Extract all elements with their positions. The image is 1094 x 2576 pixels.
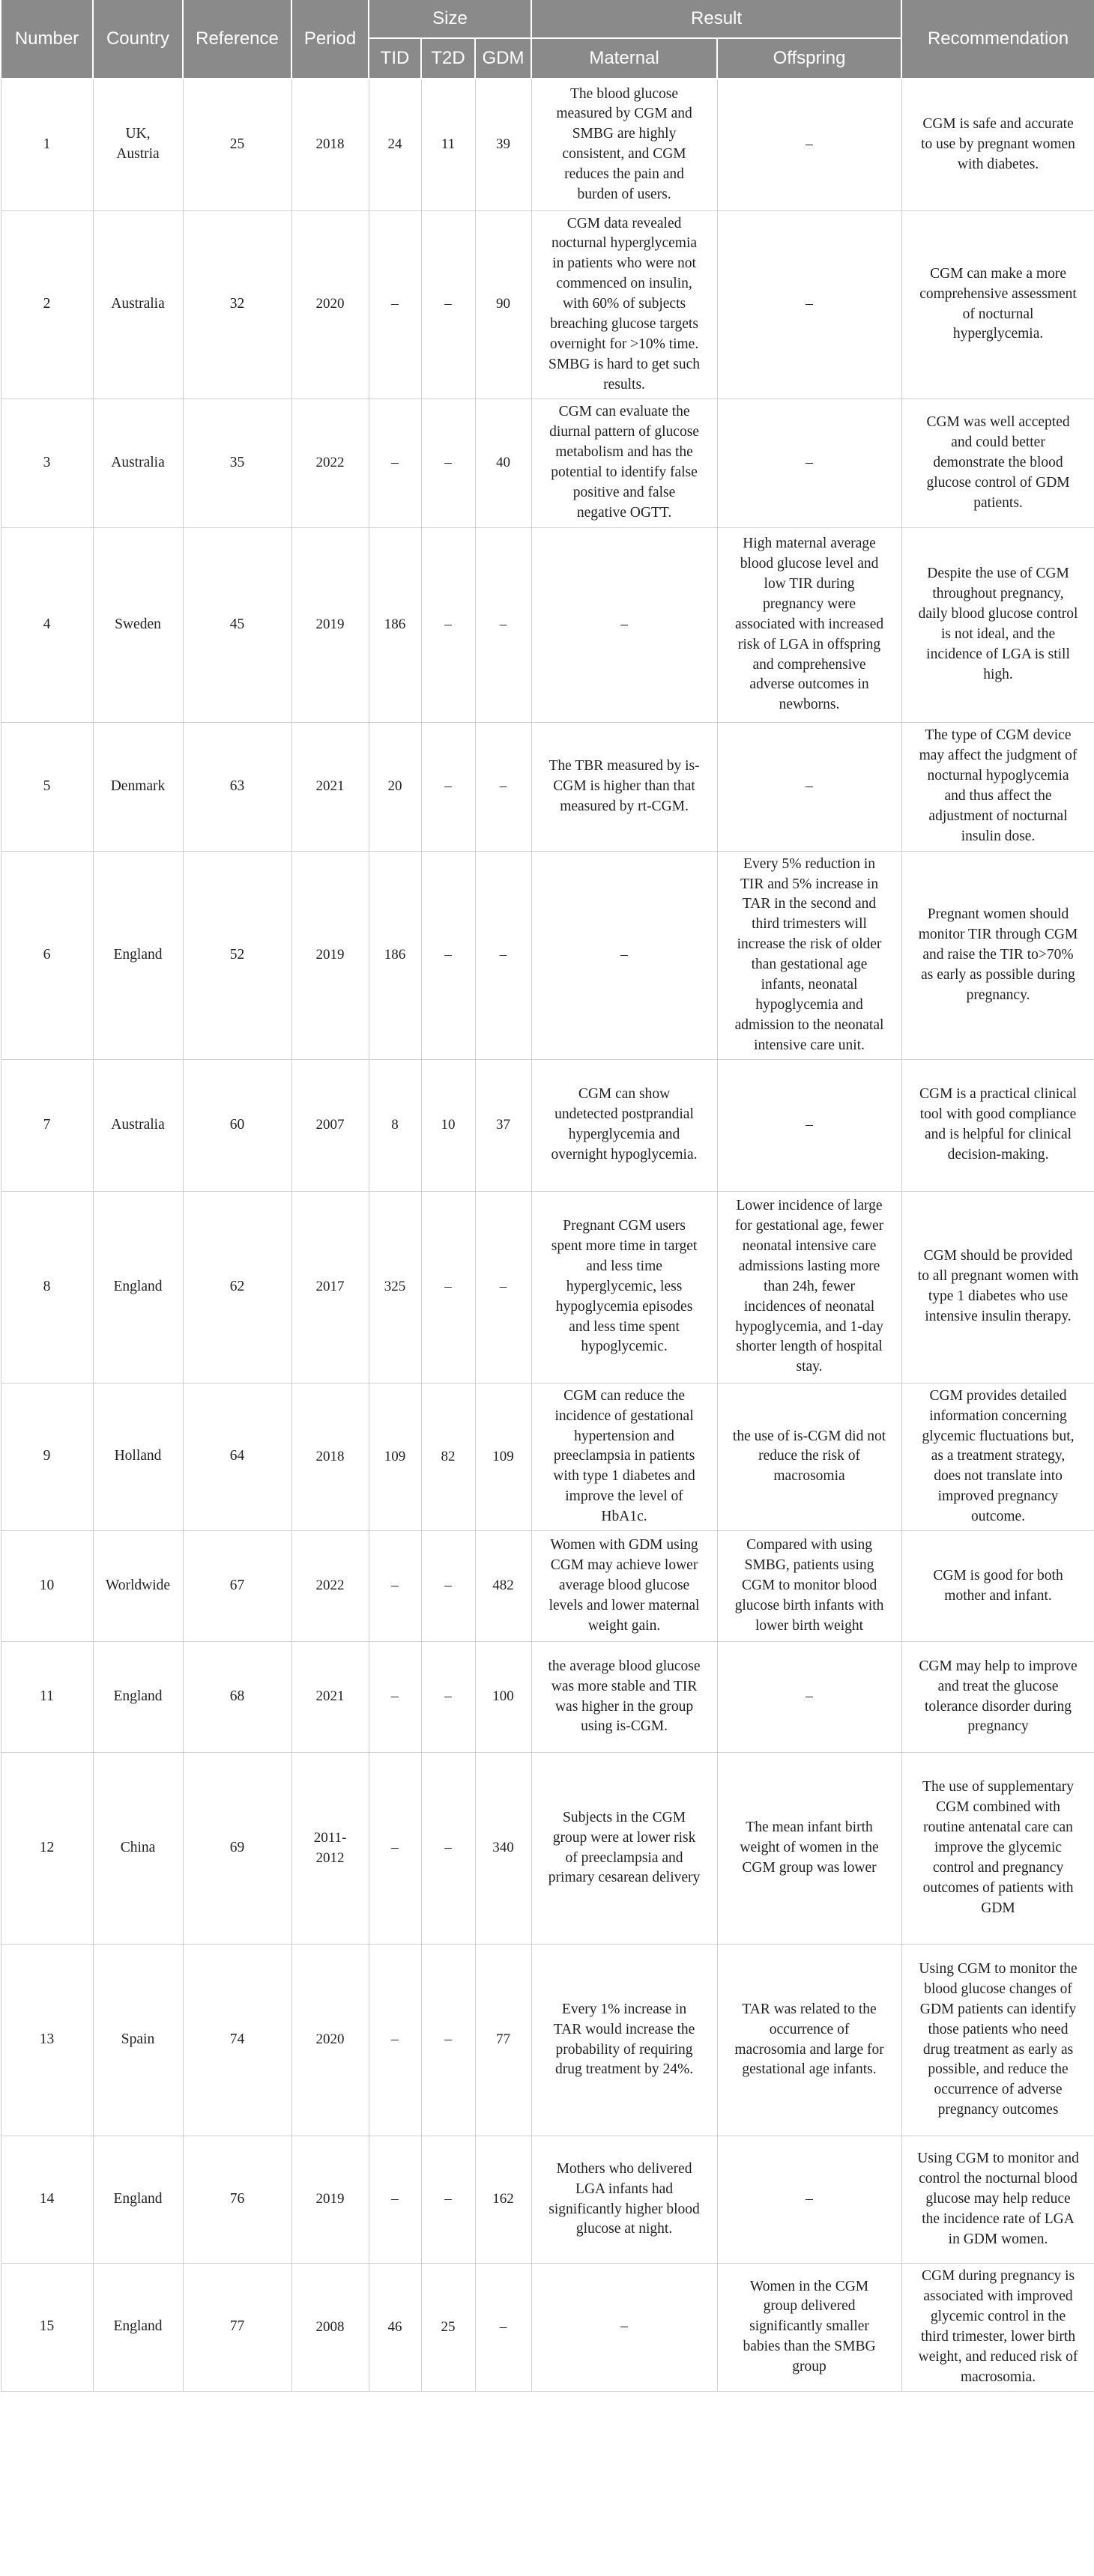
cell-number: 7 (1, 1059, 93, 1191)
header-number: Number (1, 0, 93, 79)
cell-recommendation: Despite the use of CGM throughout pregnancy, daily blood glucose control is not ideal, and the incidence of LGA is still high. (901, 527, 1094, 722)
cell-number: 13 (1, 1945, 93, 2136)
cell-reference: 32 (183, 210, 291, 398)
cell-maternal: – (531, 527, 717, 722)
cell-t2d: – (421, 2136, 475, 2264)
cell-maternal: The TBR measured by is-CGM is higher than that measured by rt-CGM. (531, 722, 717, 851)
cell-gdm: – (475, 722, 531, 851)
cell-maternal: Every 1% increase in TAR would increase the probability of requiring drug treatment by 24%. (531, 1945, 717, 2136)
cell-country: Australia (93, 210, 183, 398)
cell-tid: 109 (369, 1383, 421, 1530)
table-row (1, 722, 1094, 851)
cell-reference: 62 (183, 1191, 291, 1383)
cell-offspring: – (717, 1059, 901, 1191)
header-offspring: Offspring (717, 38, 901, 79)
cell-tid: – (369, 398, 421, 527)
cell-t2d: – (421, 1191, 475, 1383)
cell-maternal: – (531, 851, 717, 1059)
cell-reference: 67 (183, 1531, 291, 1642)
cell-tid: – (369, 1753, 421, 1945)
cell-number: 8 (1, 1191, 93, 1383)
cell-recommendation: Pregnant women should monitor TIR through CGM and raise the TIR to>70% as early as possible during pregnancy. (901, 851, 1094, 1059)
cell-t2d: – (421, 1531, 475, 1642)
cell-maternal: Subjects in the CGM group were at lower risk of preeclampsia and primary cesarean delivery (531, 1753, 717, 1945)
cell-number: 10 (1, 1531, 93, 1642)
cell-reference: 35 (183, 398, 291, 527)
cell-tid: 46 (369, 2264, 421, 2391)
header-reference: Reference (183, 0, 291, 79)
cell-t2d: 10 (421, 1059, 475, 1191)
cell-tid: 186 (369, 527, 421, 722)
cell-tid: – (369, 1531, 421, 1642)
cell-maternal: Mothers who delivered LGA infants had significantly higher blood glucose at night. (531, 2136, 717, 2264)
cell-period: 2018 (291, 1383, 369, 1530)
cell-maternal: The blood glucose measured by CGM and SMBG are highly consistent, and CGM reduces the pain and burden of users. (531, 79, 717, 210)
table-row (1, 1383, 1094, 1530)
cell-t2d: 82 (421, 1383, 475, 1530)
cell-country: Spain (93, 1945, 183, 2136)
cell-number: 15 (1, 2264, 93, 2391)
header-period: Period (291, 0, 369, 79)
table-row (1, 210, 1094, 398)
cell-offspring: – (717, 1642, 901, 1753)
cell-period: 2019 (291, 527, 369, 722)
cell-gdm: – (475, 527, 531, 722)
cell-recommendation: Using CGM to monitor the blood glucose changes of GDM patients can identify those patients who need drug treatment as early as possible, and reduce the occurrence of adverse pregnancy outcomes (901, 1945, 1094, 2136)
cell-t2d: – (421, 527, 475, 722)
header-t2d: T2D (421, 38, 475, 79)
header-result: Result (531, 0, 901, 38)
cell-offspring: – (717, 2136, 901, 2264)
cell-tid: 20 (369, 722, 421, 851)
header-recommendation: Recommendation (901, 0, 1094, 79)
cell-gdm: 482 (475, 1531, 531, 1642)
cell-offspring: the use of is-CGM did not reduce the risk of macrosomia (717, 1383, 901, 1530)
cell-maternal: CGM data revealed nocturnal hyperglycemia in patients who were not commenced on insulin, with 60% of subjects breaching glucose targets overnight for >10% time. SMBG is hard to get such results. (531, 210, 717, 398)
cell-t2d: – (421, 1642, 475, 1753)
cell-t2d: 11 (421, 79, 475, 210)
cell-number: 6 (1, 851, 93, 1059)
cell-reference: 77 (183, 2264, 291, 2391)
cell-reference: 64 (183, 1383, 291, 1530)
table-row (1, 1531, 1094, 1642)
cell-period: 2020 (291, 210, 369, 398)
cell-offspring: TAR was related to the occurrence of macrosomia and large for gestational age infants. (717, 1945, 901, 2136)
cell-number: 9 (1, 1383, 93, 1530)
table-row (1, 1945, 1094, 2136)
cell-gdm: 100 (475, 1642, 531, 1753)
header-gdm: GDM (475, 38, 531, 79)
table-row (1, 527, 1094, 722)
cell-recommendation: CGM is safe and accurate to use by pregnant women with diabetes. (901, 79, 1094, 210)
cell-period: 2019 (291, 851, 369, 1059)
cell-offspring: – (717, 79, 901, 210)
cell-country: Sweden (93, 527, 183, 722)
cell-period: 2022 (291, 1531, 369, 1642)
cell-period: 2021 (291, 1642, 369, 1753)
cell-recommendation: CGM provides detailed information concerning glycemic fluctuations but, as a treatment strategy, does not translate into improved pregnancy outcome. (901, 1383, 1094, 1530)
cell-period: 2007 (291, 1059, 369, 1191)
cell-period: 2018 (291, 79, 369, 210)
cell-offspring: Women in the CGM group delivered significantly smaller babies than the SMBG group (717, 2264, 901, 2391)
cell-gdm: 90 (475, 210, 531, 398)
cell-number: 14 (1, 2136, 93, 2264)
cell-offspring: – (717, 722, 901, 851)
cell-country: China (93, 1753, 183, 1945)
cell-recommendation: CGM may help to improve and treat the glucose tolerance disorder during pregnancy (901, 1642, 1094, 1753)
cell-recommendation: CGM is a practical clinical tool with good compliance and is helpful for clinical decision-making. (901, 1059, 1094, 1191)
cell-recommendation: CGM during pregnancy is associated with improved glycemic control in the third trimester, lower birth weight, and reduced risk of macrosomia. (901, 2264, 1094, 2391)
cell-gdm: 39 (475, 79, 531, 210)
cell-reference: 52 (183, 851, 291, 1059)
cell-maternal: CGM can reduce the incidence of gestational hypertension and preeclampsia in patients with type 1 diabetes and improve the level of HbA1c. (531, 1383, 717, 1530)
cell-maternal: – (531, 2264, 717, 2391)
cell-recommendation: The use of supplementary CGM combined with routine antenatal care can improve the glycemic control and pregnancy outcomes of patients with GDM (901, 1753, 1094, 1945)
table-row (1, 1191, 1094, 1383)
cell-country: England (93, 1191, 183, 1383)
cell-recommendation: CGM can make a more comprehensive assessment of nocturnal hyperglycemia. (901, 210, 1094, 398)
cell-tid: – (369, 2136, 421, 2264)
cell-recommendation: CGM was well accepted and could better demonstrate the blood glucose control of GDM patients. (901, 398, 1094, 527)
cell-maternal: Women with GDM using CGM may achieve lower average blood glucose levels and lower maternal weight gain. (531, 1531, 717, 1642)
table-row (1, 398, 1094, 527)
cell-recommendation: The type of CGM device may affect the judgment of nocturnal hypoglycemia and thus affect the adjustment of nocturnal insulin dose. (901, 722, 1094, 851)
cell-offspring: – (717, 210, 901, 398)
header-maternal: Maternal (531, 38, 717, 79)
cell-tid: – (369, 1945, 421, 2136)
cell-number: 11 (1, 1642, 93, 1753)
cell-t2d: – (421, 1945, 475, 2136)
table-row (1, 1642, 1094, 1753)
cell-number: 4 (1, 527, 93, 722)
cell-number: 1 (1, 79, 93, 210)
header-tid: TID (369, 38, 421, 79)
cell-t2d: – (421, 851, 475, 1059)
cell-tid: 8 (369, 1059, 421, 1191)
cell-t2d: – (421, 398, 475, 527)
cell-maternal: CGM can show undetected postprandial hyperglycemia and overnight hypoglycemia. (531, 1059, 717, 1191)
cell-offspring: Every 5% reduction in TIR and 5% increase in TAR in the second and third trimesters will increase the risk of older than gestational age infants, neonatal hypoglycemia and admission to the neonatal intensive care unit. (717, 851, 901, 1059)
cell-number: 3 (1, 398, 93, 527)
cell-country: Denmark (93, 722, 183, 851)
cell-period: 2021 (291, 722, 369, 851)
table-row (1, 79, 1094, 210)
cell-tid: – (369, 210, 421, 398)
cell-tid: 325 (369, 1191, 421, 1383)
cell-reference: 60 (183, 1059, 291, 1191)
cell-maternal: the average blood glucose was more stable and TIR was higher in the group using is-CGM. (531, 1642, 717, 1753)
cell-offspring: Lower incidence of large for gestational age, fewer neonatal intensive care admissions lasting more than 24h, fewer incidences of neonatal hypoglycemia, and 1-day shorter length of hospital stay. (717, 1191, 901, 1383)
table-row (1, 1753, 1094, 1945)
cell-number: 2 (1, 210, 93, 398)
cell-gdm: – (475, 851, 531, 1059)
cell-offspring: Compared with using SMBG, patients using CGM to monitor blood glucose birth infants with lower birth weight (717, 1531, 901, 1642)
cell-country: Worldwide (93, 1531, 183, 1642)
header-country: Country (93, 0, 183, 79)
cell-period: 2019 (291, 2136, 369, 2264)
cell-gdm: 340 (475, 1753, 531, 1945)
cell-recommendation: CGM should be provided to all pregnant women with type 1 diabetes who use intensive insulin therapy. (901, 1191, 1094, 1383)
cell-country: UK, Austria (93, 79, 183, 210)
cell-country: Australia (93, 1059, 183, 1191)
cell-country: England (93, 1642, 183, 1753)
cell-gdm: 37 (475, 1059, 531, 1191)
cell-period: 2020 (291, 1945, 369, 2136)
table-row (1, 2264, 1094, 2391)
table-body (1, 79, 1094, 2391)
cell-country: England (93, 2264, 183, 2391)
cell-reference: 69 (183, 1753, 291, 1945)
cell-country: Holland (93, 1383, 183, 1530)
cell-period: 2008 (291, 2264, 369, 2391)
cell-reference: 76 (183, 2136, 291, 2264)
cell-number: 5 (1, 722, 93, 851)
header-size: Size (369, 0, 531, 38)
cell-reference: 68 (183, 1642, 291, 1753)
table-row (1, 1059, 1094, 1191)
cell-t2d: – (421, 1753, 475, 1945)
cell-offspring: The mean infant birth weight of women in the CGM group was lower (717, 1753, 901, 1945)
cell-gdm: 77 (475, 1945, 531, 2136)
cell-tid: 186 (369, 851, 421, 1059)
table-header (1, 0, 1094, 79)
cell-t2d: 25 (421, 2264, 475, 2391)
cell-gdm: 109 (475, 1383, 531, 1530)
cell-gdm: – (475, 2264, 531, 2391)
cell-period: 2017 (291, 1191, 369, 1383)
cell-gdm: 162 (475, 2136, 531, 2264)
cell-maternal: CGM can evaluate the diurnal pattern of glucose metabolism and has the potential to identify false positive and false negative OGTT. (531, 398, 717, 527)
cell-maternal: Pregnant CGM users spent more time in target and less time hyperglycemic, less hypoglycemia episodes and less time spent hypoglycemic. (531, 1191, 717, 1383)
cell-country: Australia (93, 398, 183, 527)
cell-tid: – (369, 1642, 421, 1753)
cell-recommendation: CGM is good for both mother and infant. (901, 1531, 1094, 1642)
cell-gdm: – (475, 1191, 531, 1383)
table-row (1, 851, 1094, 1059)
cell-period: 2011- 2012 (291, 1753, 369, 1945)
cell-t2d: – (421, 210, 475, 398)
cell-offspring: High maternal average blood glucose level and low TIR during pregnancy were associated with increased risk of LGA in offspring and comprehensive adverse outcomes in newborns. (717, 527, 901, 722)
cell-number: 12 (1, 1753, 93, 1945)
cell-reference: 45 (183, 527, 291, 722)
cell-period: 2022 (291, 398, 369, 527)
cell-recommendation: Using CGM to monitor and control the nocturnal blood glucose may help reduce the incidence rate of LGA in GDM women. (901, 2136, 1094, 2264)
table-row (1, 2136, 1094, 2264)
cell-country: England (93, 851, 183, 1059)
cell-country: England (93, 2136, 183, 2264)
cell-tid: 24 (369, 79, 421, 210)
cell-reference: 74 (183, 1945, 291, 2136)
cell-reference: 63 (183, 722, 291, 851)
cell-t2d: – (421, 722, 475, 851)
cell-reference: 25 (183, 79, 291, 210)
cell-offspring: – (717, 398, 901, 527)
cell-gdm: 40 (475, 398, 531, 527)
